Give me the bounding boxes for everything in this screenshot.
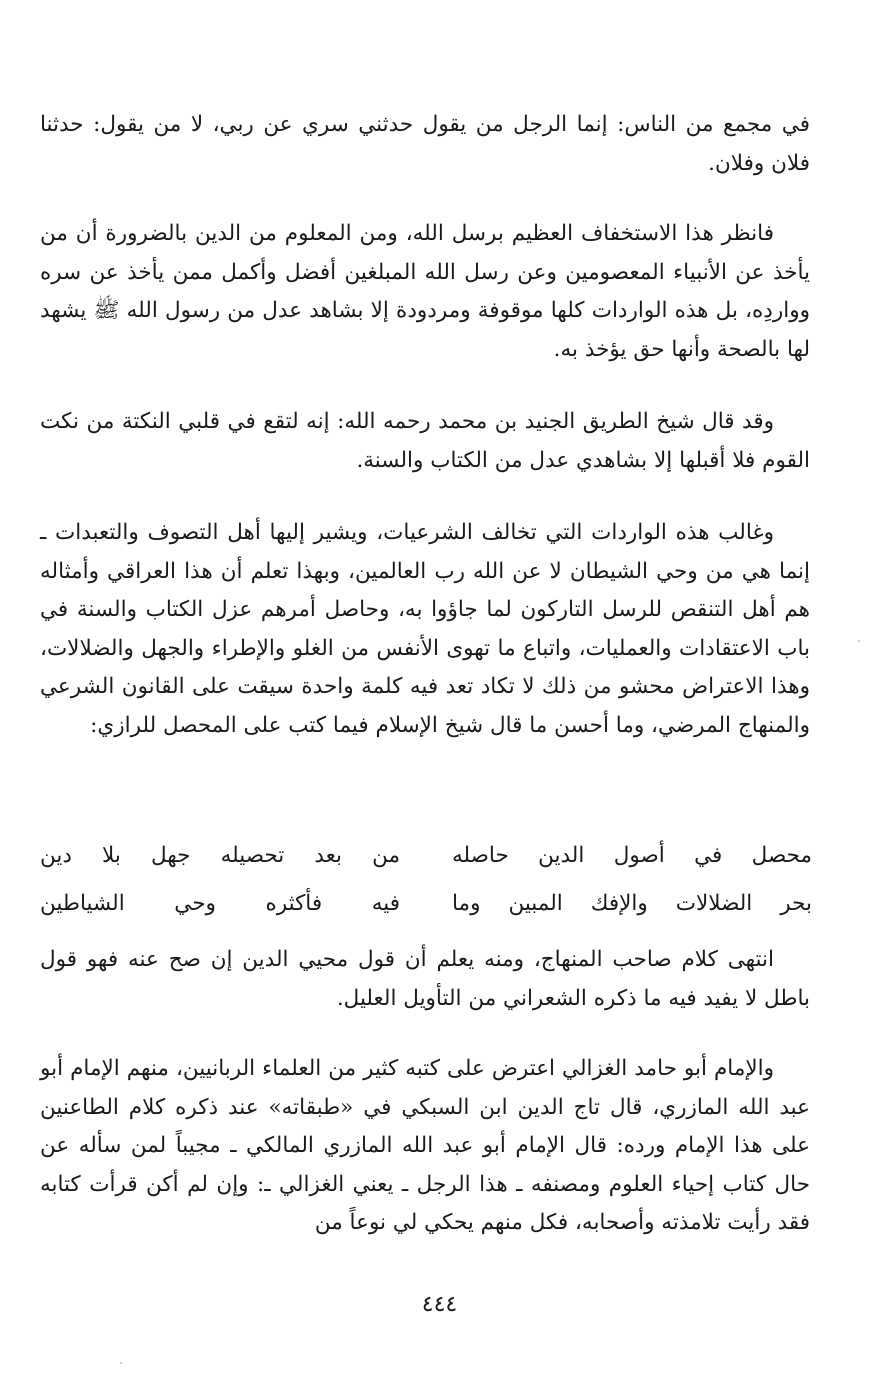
poem-verse-1-second-hemistich: من بعد تحصيله جهل بلا دين (40, 843, 400, 868)
paragraph-ghazali: والإمام أبو حامد الغزالي اعترض على كتبه كثير من العلماء الربانيين، منهم الإمام أبو عبد الله المازري، قال تاج الدين ابن السبكي في «طبقاته» عند ذكره كلام الطاعنين على هذا الإمام ورده: قال الإمام أبو عبد الله المازري المالكي ـ مجيباً لمن سأله عن حال كتاب إحياء العلوم ومصنفه ـ هذا الرجل ـ يعني الغزالي ـ: وإن لم أكن قرأت كتابه فقد رأيت تلامذته وأصحابه، فكل منهم يحكي لي نوعاً من (40, 1056, 810, 1235)
poem-verse-2-first-hemistich: بحر الضلالات والإفك المبين وما (452, 891, 812, 916)
scan-speck (120, 1362, 122, 1364)
page-number: ٤٤٤ (421, 1292, 458, 1317)
paragraph-istikhfaf: فانظر هذا الاستخفاف العظيم برسل الله، ومن المعلوم من الدين بالضرورة أن من يأخذ عن الأنبياء المعصومين وعن رسل الله المبلغين أفضل وأكمل ممن يأخذ عن سره وواردِه، بل هذه الواردات كلها موقوفة ومردودة إلا بشاهد عدل من رسول الله ﷺ يشهد لها بالصحة وأنها حق يؤخذ به. (40, 221, 810, 362)
poem-verse-1 (40, 836, 812, 876)
scan-speck (858, 640, 860, 642)
paragraph-waridat: وغالب هذه الواردات التي تخالف الشرعيات، ويشير إليها أهل التصوف والتعبدات ـ إنما هي من وحي الشيطان لا عن الله رب العالمين، وبهذا تعلم أن هذا العراقي وأمثاله هم أهل التنقص للرسل التاركون لما جاؤوا به، وحاصل أمرهم عزل الكتاب والسنة في باب الاعتقادات والعمليات، واتباع ما تهوى الأنفس من الغلو والإطراء والجهل والضلالات، وهذا الاعتراض محشو من ذلك لا تكاد تعد فيه كلمة واحدة سيقت على القانون الشرعي والمنهاج المرضي، وما أحسن ما قال شيخ الإسلام فيما كتب على المحصل للرازي: (40, 520, 810, 738)
poem-verse-2-second-hemistich: فيه فأكثره وحي الشياطين (40, 891, 400, 916)
paragraph-continuation: في مجمع من الناس: إنما الرجل من يقول حدثني سري عن ربي، لا من يقول: حدثنا فلان وفلان. (40, 112, 810, 176)
paragraph-intaha: انتهى كلام صاحب المنهاج، ومنه يعلم أن قول محيي الدين إن صح عنه فهو قول باطل لا يفيد فيه ما ذكره الشعراني من التأويل العليل. (40, 947, 810, 1011)
poem-verse-1-first-hemistich: محصل في أصول الدين حاصله (452, 843, 812, 868)
poem-verse-2 (40, 884, 812, 924)
paragraph-junayd: وقد قال شيخ الطريق الجنيد بن محمد رحمه الله: إنه لتقع في قلبي النكتة من نكت القوم فلا أقبلها إلا بشاهدي عدل من الكتاب والسنة. (40, 409, 810, 473)
